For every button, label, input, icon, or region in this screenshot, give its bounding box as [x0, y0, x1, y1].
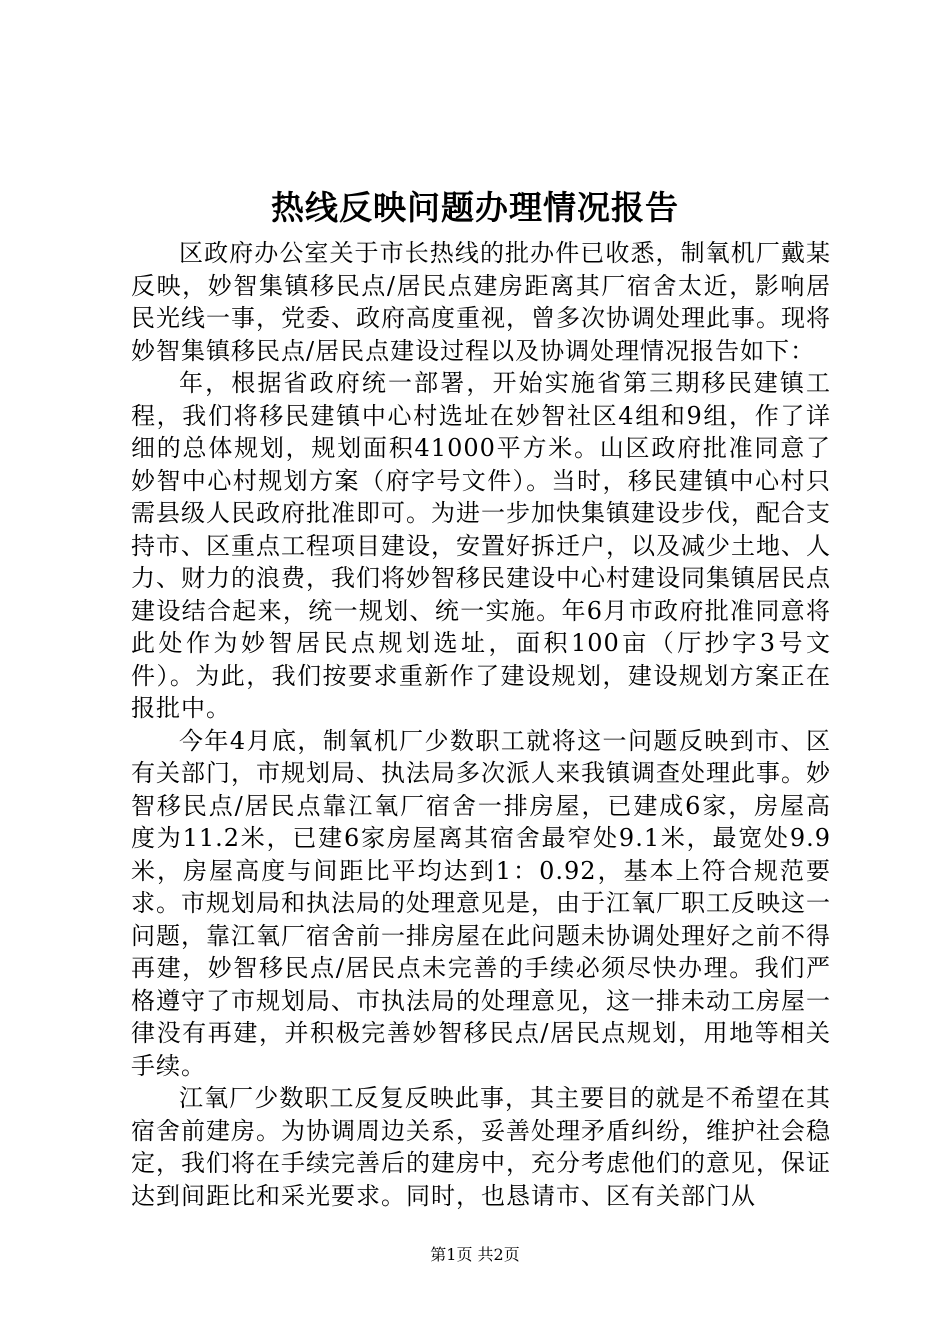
page-footer: 第1页 共2页 [430, 1245, 520, 1264]
paragraph-2: 年，根据省政府统一部署，开始实施省第三期移民建镇工程，我们将移民建镇中心村选址在妙智社区4组和9组，作了详细的总体规划，规划面积41000平方米。山区政府批准同意了妙智中心村规划方案（府字号文件）。当时，移民建镇中心村只需县级人民政府批准即可。为进一步加快集镇建设步伐，配合支持市、区重点工程项目建设，安置好拆迁户，以及减少土地、人力、财力的浪费，我们将妙智移民建设中心村建设同集镇居民点建设结合起来，统一规划、统一实施。年6月市政府批准同意将此处作为妙智居民点规划选址，面积100亩（厅抄字3号文件）。为此，我们按要求重新作了建设规划，建设规划方案正在报批中。 [131, 369, 831, 722]
paragraph-4: 江氧厂少数职工反复反映此事，其主要目的就是不希望在其宿舍前建房。为协调周边关系，妥善处理矛盾纠纷，维护社会稳定，我们将在手续完善后的建房中，充分考虑他们的意见，保证达到间距比和采光要求。同时，也恳请市、区有关部门从 [131, 1084, 831, 1210]
paragraph-3: 今年4月底，制氧机厂少数职工就将这一问题反映到市、区有关部门，市规划局、执法局多次派人来我镇调查处理此事。妙智移民点/居民点靠江氧厂宿舍一排房屋，已建成6家，房屋高度为11.2米，已建6家房屋离其宿舍最窄处9.1米，最宽处9.9米，房屋高度与间距比平均达到1：0.92，基本上符合规范要求。市规划局和执法局的处理意见是，由于江氧厂职工反映这一问题，靠江氧厂宿舍前一排房屋在此问题未协调处理好之前不得再建，妙智移民点/居民点未完善的手续必须尽快办理。我们严格遵守了市规划局、市执法局的处理意见，这一排未动工房屋一律没有再建，并积极完善妙智移民点/居民点规划，用地等相关手续。 [131, 726, 831, 1080]
document-title: 热线反映问题办理情况报告 [271, 188, 679, 227]
paragraph-1: 区政府办公室关于市长热线的批办件已收悉，制氧机厂戴某反映，妙智集镇移民点/居民点建房距离其厂宿舍太近，影响居民光线一事，党委、政府高度重视，曾多次协调处理此事。现将妙智集镇移民点/居民点建设过程以及协调处理情况报告如下： [131, 239, 831, 365]
document-body [131, 237, 831, 1212]
